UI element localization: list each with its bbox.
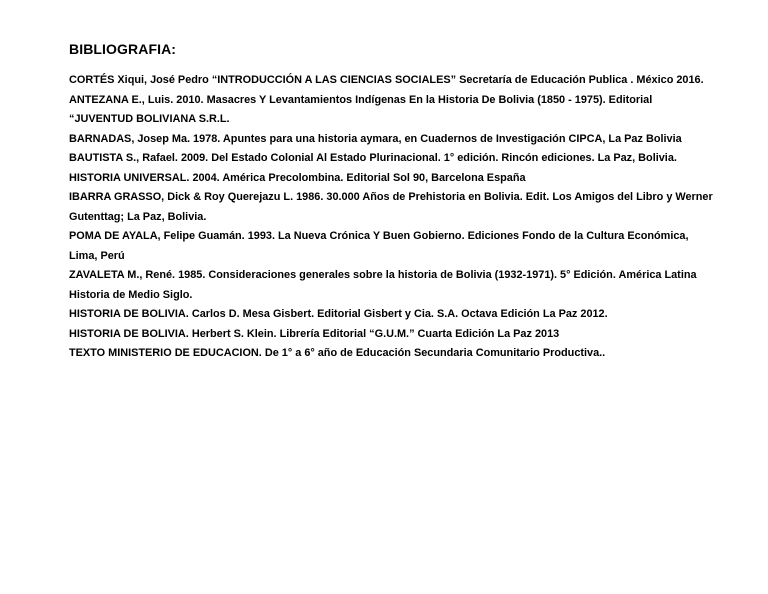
bibliography-list xyxy=(69,71,719,364)
bibliography-entry: HISTORIA DE BOLIVIA. Herbert S. Klein. Librería Editorial “G.U.M.” Cuarta Edición La Paz 2013 xyxy=(69,327,560,340)
bibliography-entry: CORTÉS Xiqui, José Pedro “INTRODUCCIÓN A LAS CIENCIAS SOCIALES” Secretaría de Educación Publica . México 2016. xyxy=(69,74,704,86)
bibliography-heading: BIBLIOGRAFIA: xyxy=(69,41,177,57)
bibliography-entry: BARNADAS, Josep Ma. 1978. Apuntes para una historia aymara, en Cuadernos de Investigación CIPCA, La Paz Bolivia xyxy=(69,132,682,145)
bibliography-entry: ANTEZANA E., Luis. 2010. Masacres Y Levantamientos Indígenas En la Historia De Bolivia (1850 - 1975). Editorial “JUVENTUD BOLIVIANA S.R.L. xyxy=(69,93,653,125)
bibliography-entry: ZAVALETA M., René. 1985. Consideraciones generales sobre la historia de Bolivia (1932-1971). 5° Edición. América Latina Historia de Medio Siglo. xyxy=(69,269,697,301)
bibliography-entry: POMA DE AYALA, Felipe Guamán. 1993. La Nueva Crónica Y Buen Gobierno. Ediciones Fondo de la Cultura Económica, Lima, Perú xyxy=(69,230,689,262)
bibliography-entry: HISTORIA DE BOLIVIA. Carlos D. Mesa Gisbert. Editorial Gisbert y Cia. S.A. Octava Edición La Paz 2012. xyxy=(69,308,608,320)
bibliography-entry: IBARRA GRASSO, Dick & Roy Querejazu L. 1986. 30.000 Años de Prehistoria en Bolivia. Edit. Los Amigos del Libro y Werner Gutenttag; La Paz, Bolivia. xyxy=(69,191,713,223)
bibliography-entry: HISTORIA UNIVERSAL. 2004. América Precolombina. Editorial Sol 90, Barcelona España xyxy=(69,171,526,184)
bibliography-entry: TEXTO MINISTERIO DE EDUCACION. De 1° a 6° año de Educación Secundaria Comunitario Productiva.. xyxy=(69,347,606,359)
bibliography-entry: BAUTISTA S., Rafael. 2009. Del Estado Colonial Al Estado Plurinacional. 1° edición. Rincón ediciones. La Paz, Bolivia. xyxy=(69,152,677,164)
